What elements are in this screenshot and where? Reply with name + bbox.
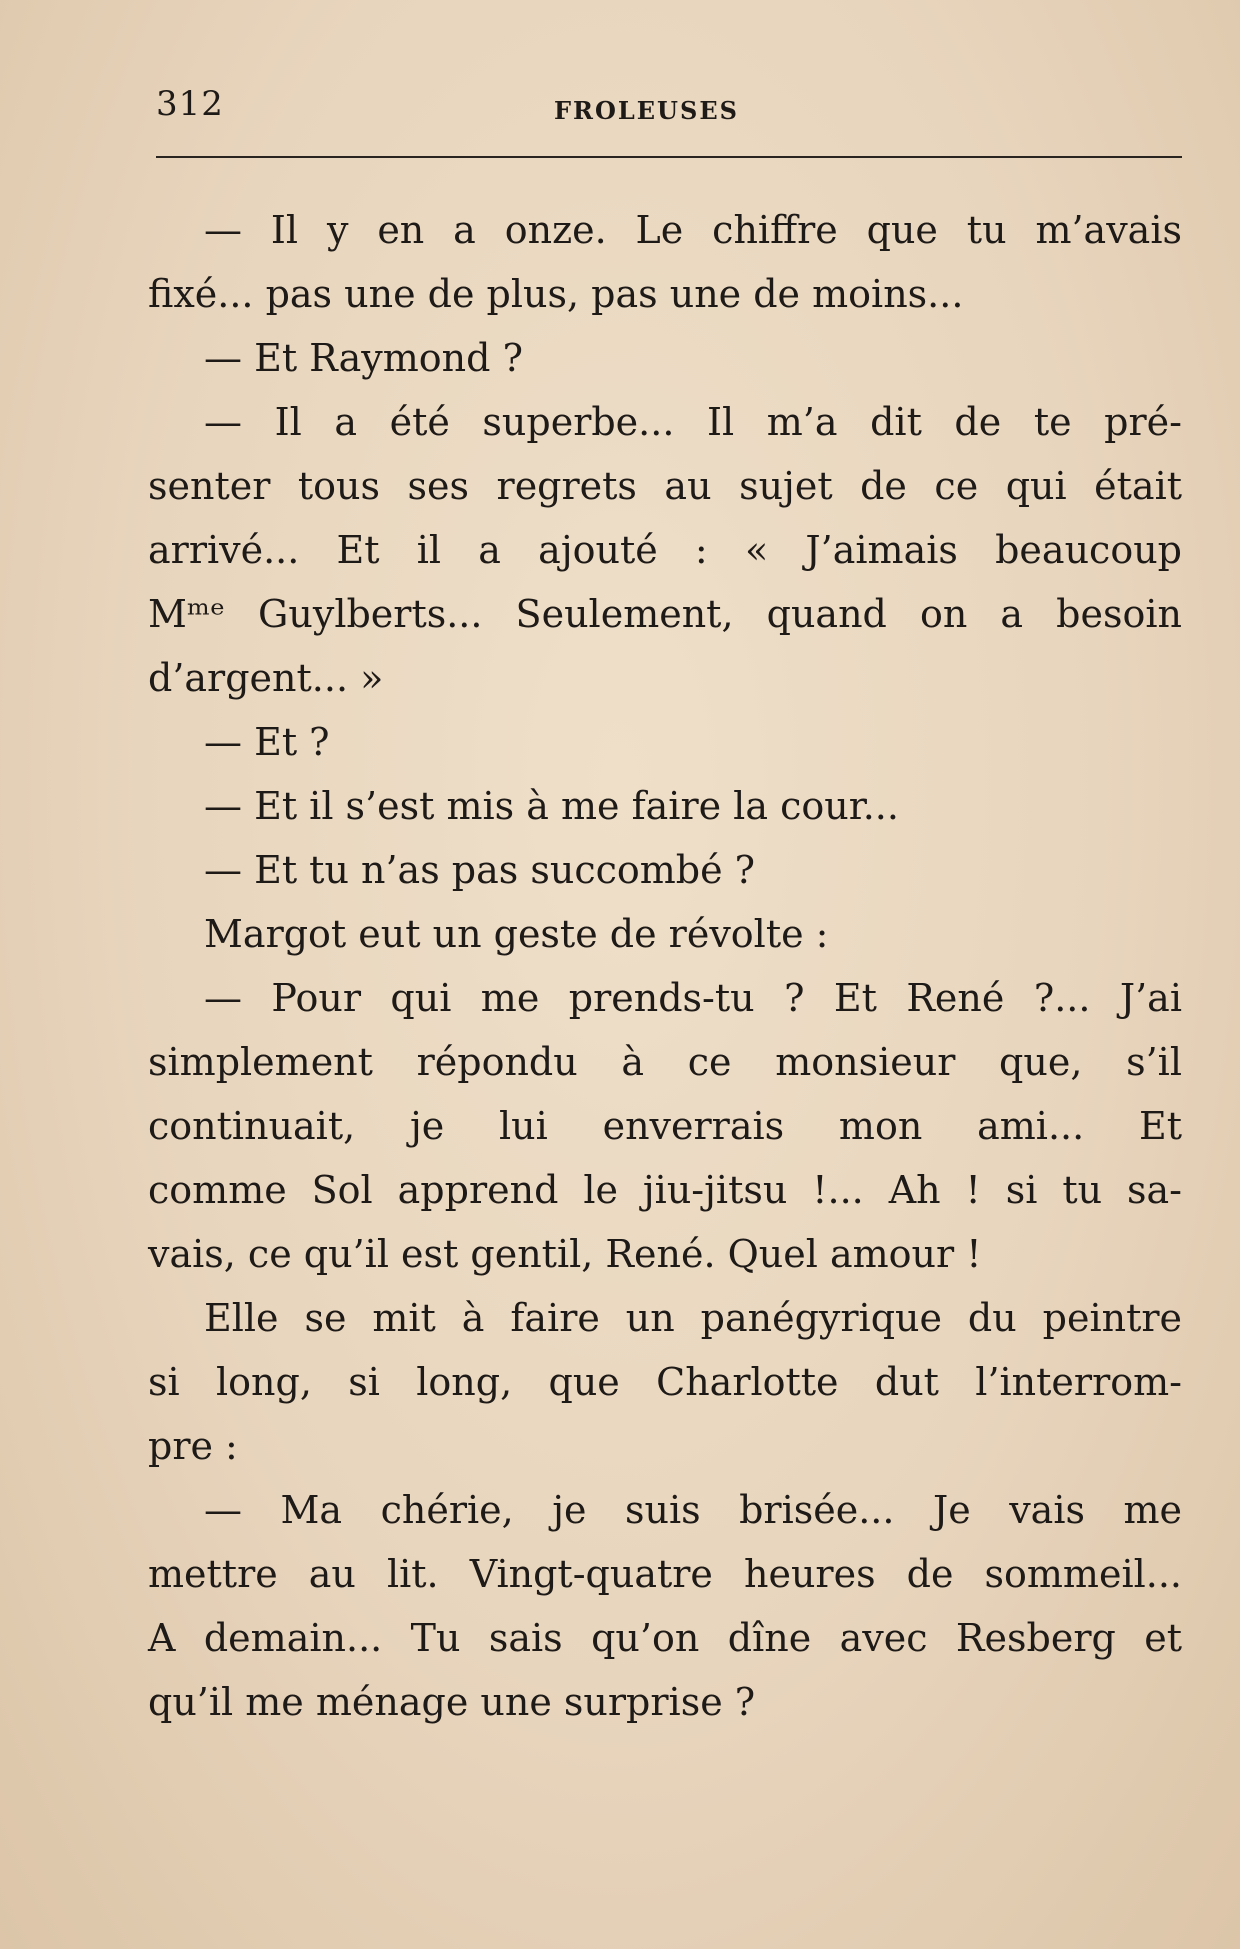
page-header — [156, 84, 1182, 134]
text-line: qu’il me ménage une surprise ? — [148, 1680, 756, 1724]
text-line: — Il a été superbe... Il m’a dit de te pré- — [204, 400, 1182, 444]
page-number: 312 — [156, 84, 224, 124]
text-line: — Il y en a onze. Le chiffre que tu m’avais — [204, 208, 1182, 252]
text-line: Mᵐᵉ Guylberts... Seulement, quand on a besoin — [148, 592, 1182, 636]
text-line: vais, ce qu’il est gentil, René. Quel amour ! — [148, 1232, 982, 1276]
text-line: — Et tu n’as pas succombé ? — [204, 848, 756, 892]
text-line: Elle se mit à faire un panégyrique du peintre — [204, 1296, 1182, 1340]
text-line: pre : — [148, 1424, 238, 1468]
text-line: d’argent... » — [148, 656, 384, 700]
text-line: — Et Raymond ? — [204, 336, 523, 380]
text-line: mettre au lit. Vingt-quatre heures de sommeil... — [148, 1552, 1182, 1596]
text-line: — Et il s’est mis à me faire la cour... — [204, 784, 899, 828]
text-line: Margot eut un geste de révolte : — [204, 912, 829, 956]
text-line: continuait, je lui enverrais mon ami... Et — [148, 1104, 1182, 1148]
body-text — [148, 198, 1182, 1734]
text-line: si long, si long, que Charlotte dut l’interrom- — [148, 1360, 1182, 1404]
running-title: FROLEUSES — [554, 96, 739, 125]
text-line: arrivé... Et il a ajouté : « J’aimais beaucoup — [148, 528, 1182, 572]
text-line: simplement répondu à ce monsieur que, s’il — [148, 1040, 1182, 1084]
text-line: comme Sol apprend le jiu-jitsu !... Ah ! si tu sa- — [148, 1168, 1182, 1212]
text-line: — Ma chérie, je suis brisée... Je vais me — [204, 1488, 1182, 1532]
text-line: — Et ? — [204, 720, 330, 764]
text-line: A demain... Tu sais qu’on dîne avec Resberg et — [148, 1616, 1182, 1660]
header-rule — [156, 156, 1182, 158]
text-line: fixé... pas une de plus, pas une de moins... — [148, 272, 964, 316]
text-line: senter tous ses regrets au sujet de ce qui était — [148, 464, 1182, 508]
text-line: — Pour qui me prends-tu ? Et René ?... J’ai — [204, 976, 1182, 1020]
